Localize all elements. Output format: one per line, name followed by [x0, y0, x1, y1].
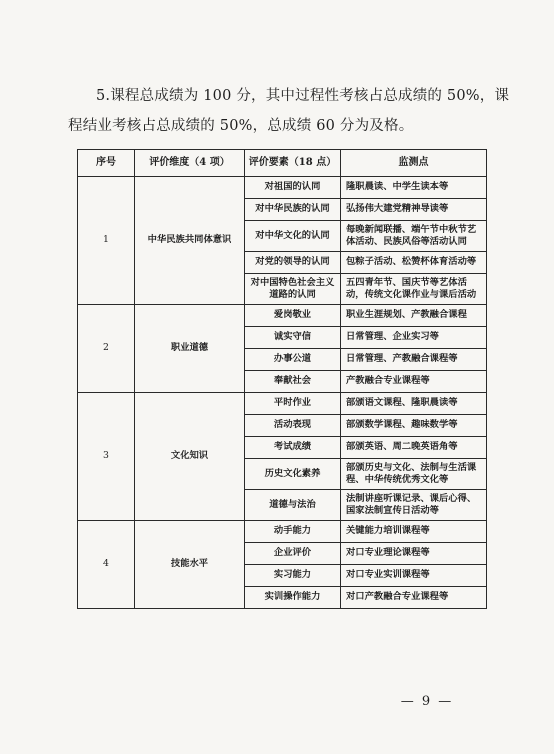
cell-element: 对中国特色社会主义道路的认同	[245, 274, 341, 305]
cell-element: 企业评价	[245, 543, 341, 565]
paragraph-line-1: 5.课程总成绩为 100 分，其中过程性考核占总成绩的 50%，课	[96, 88, 510, 104]
cell-point: 部颁历史与文化、法制与生活课程、中华传统优秀文化等	[341, 459, 487, 490]
cell-dimension: 技能水平	[135, 521, 245, 609]
table-row	[78, 177, 487, 199]
cell-element: 平时作业	[245, 393, 341, 415]
cell-element: 诚实守信	[245, 327, 341, 349]
cell-point: 对口专业理论课程等	[341, 543, 487, 565]
cell-element: 爱岗敬业	[245, 305, 341, 327]
cell-seq: 2	[78, 305, 135, 393]
evaluation-table	[77, 149, 487, 609]
cell-element: 奉献社会	[245, 371, 341, 393]
header-seq: 序号	[78, 150, 135, 177]
cell-element: 对中华民族的认同	[245, 199, 341, 221]
cell-point: 部颁数学课程、趣味数学等	[341, 415, 487, 437]
cell-element: 考试成绩	[245, 437, 341, 459]
cell-element: 对祖国的认同	[245, 177, 341, 199]
table-header-row	[78, 150, 487, 177]
cell-point: 弘扬伟大建党精神导读等	[341, 199, 487, 221]
header-point: 监测点	[341, 150, 487, 177]
cell-element: 实习能力	[245, 565, 341, 587]
page-number: — 9 —	[400, 694, 454, 709]
cell-element: 实训操作能力	[245, 587, 341, 609]
cell-point: 日常管理、产教融合课程等	[341, 349, 487, 371]
cell-element: 对中华文化的认同	[245, 221, 341, 252]
header-dimension: 评价维度（4 项）	[135, 150, 245, 177]
cell-seq: 1	[78, 177, 135, 305]
cell-point: 法制讲座听课记录、课后心得、国家法制宣传日活动等	[341, 490, 487, 521]
cell-dimension: 中华民族共同体意识	[135, 177, 245, 305]
cell-point: 对口产教融合专业课程等	[341, 587, 487, 609]
header-element: 评价要素（18 点）	[245, 150, 341, 177]
cell-point: 隆职晨读、中学生读本等	[341, 177, 487, 199]
cell-point: 产教融合专业课程等	[341, 371, 487, 393]
cell-element: 历史文化素养	[245, 459, 341, 490]
grading-paragraph	[68, 81, 510, 141]
cell-seq: 3	[78, 393, 135, 521]
cell-point: 对口专业实训课程等	[341, 565, 487, 587]
table-body	[78, 177, 487, 609]
cell-point: 部颁英语、周二晚英语角等	[341, 437, 487, 459]
cell-element: 道德与法治	[245, 490, 341, 521]
cell-element: 办事公道	[245, 349, 341, 371]
cell-point: 日常管理、企业实习等	[341, 327, 487, 349]
cell-element: 动手能力	[245, 521, 341, 543]
cell-point: 关键能力培训课程等	[341, 521, 487, 543]
cell-seq: 4	[78, 521, 135, 609]
cell-point: 每晚新闻联播、端午节中秋节艺体活动、民族风俗等活动认同	[341, 221, 487, 252]
cell-point: 职业生涯规划、产教融合课程	[341, 305, 487, 327]
cell-point: 包粽子活动、松赞杯体育活动等	[341, 252, 487, 274]
cell-point: 部颁语文课程、隆职晨读等	[341, 393, 487, 415]
cell-dimension: 职业道德	[135, 305, 245, 393]
cell-element: 对党的领导的认同	[245, 252, 341, 274]
table-row	[78, 305, 487, 327]
paragraph-line-2: 程结业考核占总成绩的 50%，总成绩 60 分为及格。	[68, 118, 414, 134]
cell-dimension: 文化知识	[135, 393, 245, 521]
table-row	[78, 393, 487, 415]
cell-point: 五四青年节、国庆节等艺体活动，传统文化课作业与课后活动	[341, 274, 487, 305]
table-row	[78, 521, 487, 543]
cell-element: 活动表现	[245, 415, 341, 437]
